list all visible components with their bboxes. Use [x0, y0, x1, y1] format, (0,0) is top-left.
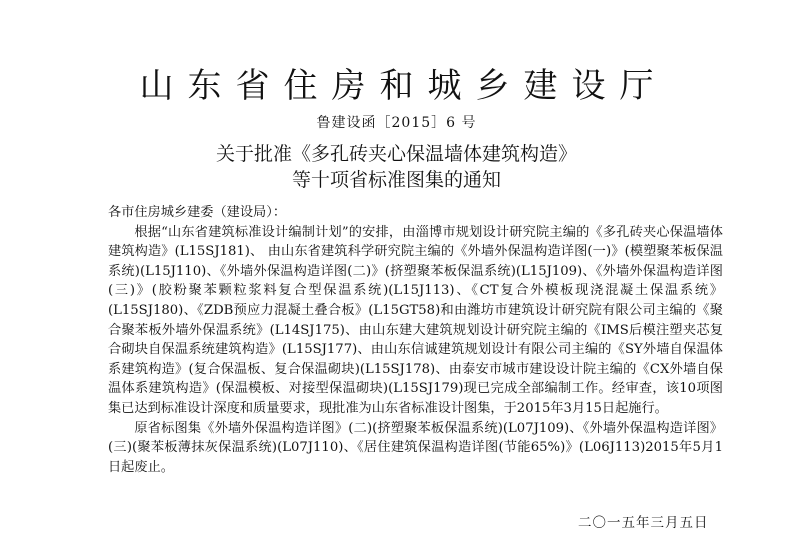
notice-title-line-2: 等十项省标准图集的通知 [291, 169, 501, 191]
document-number: 鲁建设函［2015］6 号 [316, 115, 477, 131]
issuing-authority-header: 山东省住房和城乡建设厅 [139, 66, 668, 106]
notice-title-line-1: 关于批准《多孔砖夹心保温墙体建筑构造》 [215, 143, 577, 165]
notice-body [108, 203, 723, 477]
notice-title [0, 141, 793, 193]
body-paragraph-1: 根据“山东省建筑标准设计编制计划”的安排，由淄博市规划设计研究院主编的《多孔砖夹心保温墙体建筑构造》(L15SJ181)、 由山东省建筑科学研究院主编的《外墙外保温构造详图(一)》(模塑聚苯板保温系统)(L15J110)、《外墙外保温构造详图(二)》(挤塑聚苯板保温系统)(L15J109)、《外墙外保温构造详图(三)》(胶粉聚苯颗粒浆料复合型保温系统)(L15J113)、《CT复合外模板现浇混凝土保温系统》(L15SJ180)、《ZDB预应力混凝土叠合板》(L15GT58)和由潍坊市建筑设计研究院有限公司主编的《聚合聚苯板外墙外保温系统》(L14SJ175)、由山东建大建筑规划设计研究院主编的《IMS后模注塑夹芯复合砌块自保温系统建筑构造》(L15SJ177)、由山东信诚建筑规划设计有限公司主编的《SY外墙自保温体系建筑构造》(复合保温板、复合保温砌块)(L15SJ178)、由泰安市城市建设设计院主编的《CX外墙自保温体系建筑构造》(保温模板、对接型保温砌块)(L15SJ179)现已完成全部编制工作。经审查，该10项图集已达到标准设计深度和质量要求，现批准为山东省标准设计图集，于2015年3月15日起施行。 [108, 224, 723, 416]
issue-date: 二〇一五年三月五日 [578, 515, 709, 531]
body-paragraph-2: 原省标图集《外墙外保温构造详图》(二)(挤塑聚苯板保温系统)(L07J109)、《外墙外保温构造详图》(三)(聚苯板薄抹灰保温系统)(L07J110)、《居住建筑保温构造详图(节能65%)》(L06J113)2015年5月1日起废止。 [108, 420, 723, 475]
salutation: 各市住房城乡建委（建设局）： [108, 205, 287, 220]
